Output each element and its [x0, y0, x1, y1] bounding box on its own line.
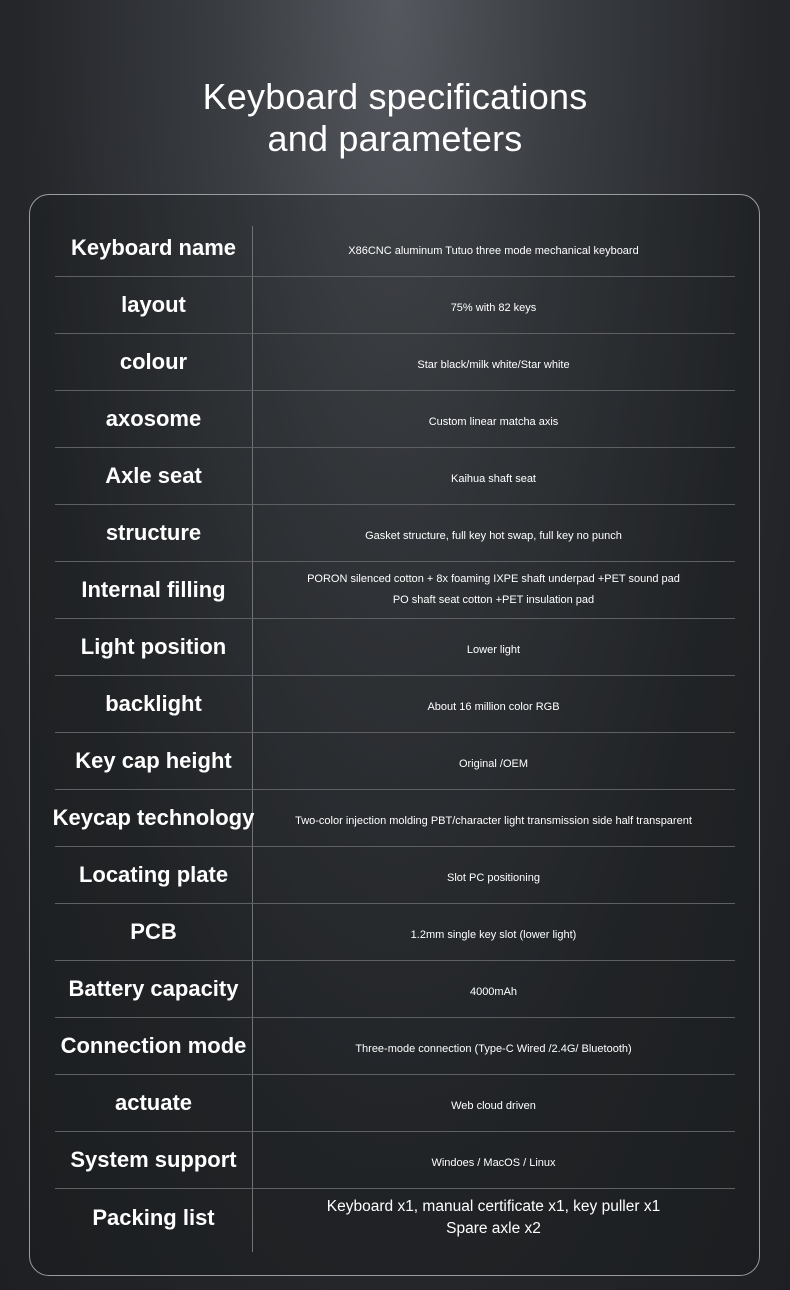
- spec-row-keycap-technology: [52, 790, 735, 847]
- spec-value-line: Spare axle x2: [446, 1219, 541, 1237]
- spec-value-line: Kaihua shaft seat: [450, 472, 536, 485]
- spec-row-axosome: [55, 391, 735, 448]
- spec-value-line: Star black/milk white/Star white: [417, 358, 570, 371]
- spec-value-line: Keyboard x1, manual certificate x1, key puller x1: [326, 1197, 661, 1215]
- spec-value-line: Gasket structure, full key hot swap, full key no punch: [365, 529, 622, 542]
- spec-row-pcb: [55, 904, 735, 961]
- spec-value-line: Slot PC positioning: [447, 871, 540, 884]
- spec-label: actuate: [114, 1090, 193, 1115]
- spec-value-line: Web cloud driven: [451, 1099, 536, 1112]
- spec-value: [252, 961, 735, 1017]
- spec-value: [252, 1132, 735, 1188]
- spec-row-battery-capacity: [55, 961, 735, 1018]
- page-title-line-1: Keyboard specifications: [202, 76, 588, 117]
- spec-value-line: PORON silenced cotton + 8x foaming IXPE shaft underpad +PET sound pad: [307, 573, 680, 585]
- spec-value-line: 75% with 82 keys: [450, 301, 537, 314]
- spec-value: [252, 505, 735, 561]
- spec-value-line: Two-color injection molding PBT/character light transmission side half transparent: [295, 814, 692, 827]
- spec-row-internal-filling: [55, 562, 735, 619]
- spec-value: [252, 391, 735, 447]
- spec-label: axosome: [105, 406, 202, 431]
- page-title: [0, 76, 790, 160]
- page-title-line-2: and parameters: [267, 118, 523, 159]
- spec-value: [252, 277, 735, 333]
- spec-row-axle-seat: [55, 448, 735, 505]
- spec-value-line: 1.2mm single key slot (lower light): [410, 928, 577, 941]
- spec-row-colour: [55, 334, 735, 391]
- spec-value-line: Three-mode connection (Type-C Wired /2.4G/ Bluetooth): [355, 1042, 632, 1055]
- spec-label: Battery capacity: [68, 976, 239, 1001]
- spec-value-line: X86CNC aluminum Tutuo three mode mechanical keyboard: [348, 244, 639, 257]
- spec-label: Keyboard name: [70, 235, 237, 260]
- spec-label: Locating plate: [78, 862, 229, 887]
- spec-row-key-cap-height: [55, 733, 735, 790]
- spec-row-connection-mode: [55, 1018, 735, 1075]
- spec-label: Packing list: [92, 1204, 215, 1230]
- spec-value: [252, 904, 735, 960]
- spec-label: Internal filling: [81, 577, 226, 602]
- spec-value-line: Custom linear matcha axis: [428, 415, 559, 428]
- spec-value-line: 4000mAh: [469, 985, 518, 998]
- spec-table: [52, 220, 735, 1246]
- spec-value-line: Original /OEM: [458, 757, 529, 770]
- spec-row-keyboard-name: [55, 220, 735, 277]
- spec-row-actuate: [55, 1075, 735, 1132]
- spec-row-packing-list: [55, 1189, 735, 1246]
- spec-label: PCB: [130, 919, 177, 944]
- spec-label: Axle seat: [105, 463, 202, 488]
- spec-row-structure: [55, 505, 735, 562]
- spec-value: [252, 790, 735, 846]
- spec-value: [252, 1189, 735, 1246]
- spec-label: Keycap technology: [52, 805, 255, 830]
- spec-row-layout: [55, 277, 735, 334]
- spec-label: Light position: [80, 634, 227, 659]
- spec-row-system-support: [55, 1132, 735, 1189]
- spec-value: [252, 619, 735, 675]
- spec-value: [252, 562, 735, 618]
- spec-value: [252, 733, 735, 789]
- spec-value: [252, 847, 735, 903]
- spec-value: [252, 1075, 735, 1131]
- spec-value-line: PO shaft seat cotton +PET insulation pad: [392, 594, 595, 606]
- spec-label: colour: [119, 349, 188, 374]
- spec-value: [252, 1018, 735, 1074]
- spec-value-line: Windoes / MacOS / Linux: [431, 1156, 556, 1169]
- spec-value-line: Lower light: [466, 643, 521, 656]
- spec-label: Key cap height: [75, 748, 232, 773]
- spec-label: structure: [105, 520, 202, 545]
- spec-value: [252, 334, 735, 390]
- spec-row-backlight: [55, 676, 735, 733]
- spec-label: layout: [121, 292, 186, 317]
- spec-value: [252, 448, 735, 504]
- spec-value-line: About 16 million color RGB: [427, 700, 560, 713]
- spec-row-locating-plate: [55, 847, 735, 904]
- spec-label: System support: [70, 1147, 237, 1172]
- spec-label: Connection mode: [60, 1033, 247, 1058]
- spec-value: [252, 676, 735, 732]
- spec-row-light-position: [55, 619, 735, 676]
- spec-value: [252, 220, 735, 276]
- spec-label: backlight: [105, 691, 202, 716]
